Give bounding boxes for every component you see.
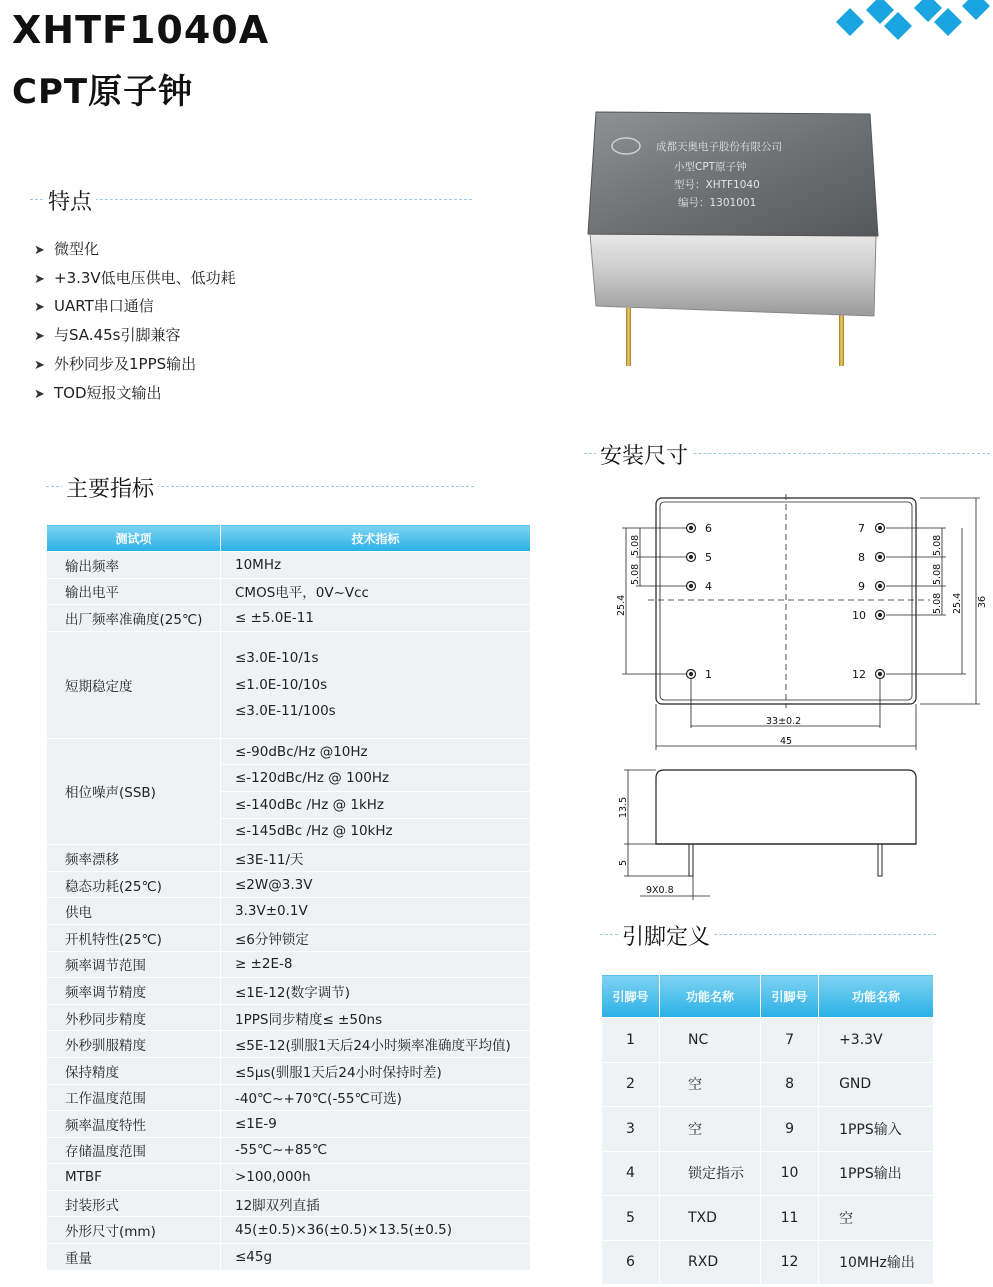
- dimensions-heading: 安装尺寸: [596, 439, 692, 470]
- pin-label: 10: [852, 609, 866, 622]
- pin-label: 5: [705, 551, 712, 564]
- dim-label: 45: [780, 736, 793, 747]
- pin-label: 6: [705, 522, 712, 535]
- dim-label: 25.4: [952, 592, 963, 614]
- table-row: 存储温度范围 -55℃~+85℃: [47, 1137, 531, 1164]
- pin-header: 引脚号: [602, 975, 660, 1018]
- arrow-icon: ➤: [34, 357, 45, 373]
- table-row: 短期稳定度 ≤3.0E-10/1s ≤1.0E-10/10s ≤3.0E-11/100s: [47, 631, 531, 738]
- table-row: 供电 3.3V±0.1V: [47, 898, 531, 925]
- specs-heading: 主要指标: [62, 472, 158, 503]
- table-row: 1 NC 7 +3.3V: [602, 1018, 934, 1063]
- pin-label: 7: [858, 522, 865, 535]
- table-row: 2 空 8 GND: [602, 1062, 934, 1107]
- table-row: 4 锁定指示 10 1PPS输出: [602, 1151, 934, 1196]
- dim-label: 5: [618, 859, 629, 866]
- dim-label: 9X0.8: [646, 885, 674, 896]
- photo-line-name: 小型CPT原子钟: [674, 161, 747, 173]
- table-row: 出厂频率准确度(25℃) ≤ ±5.0E-11: [47, 605, 531, 632]
- table-row: ≤-145dBc /Hz @ 10kHz: [47, 818, 531, 845]
- table-row: 外秒驯服精度 ≤5E-12(驯服1天后24小时频率准确度平均值): [47, 1031, 531, 1058]
- pin-label: 4: [705, 580, 712, 593]
- arrow-icon: ➤: [34, 386, 45, 402]
- pin-header: 引脚号: [761, 975, 819, 1018]
- features-list: [34, 236, 236, 408]
- features-divider: [30, 199, 472, 200]
- features-heading: 特点: [44, 185, 96, 216]
- dim-label: 36: [977, 595, 988, 608]
- dim-label: 5.08: [932, 592, 943, 614]
- spec-table: [46, 524, 531, 1271]
- dim-label: 5.08: [630, 563, 641, 585]
- arrow-icon: ➤: [34, 271, 45, 287]
- feature-item: ➤ 外秒同步及1PPS输出: [34, 351, 236, 380]
- table-row: ≤-140dBc /Hz @ 1kHz: [47, 791, 531, 818]
- dim-label: 13.5: [618, 796, 629, 818]
- product-photo: [582, 108, 884, 370]
- feature-item: ➤ TOD短报文输出: [34, 380, 236, 409]
- dim-label: 5.08: [932, 563, 943, 585]
- dimension-drawing: [600, 488, 992, 908]
- table-row: 频率漂移 ≤3E-11/天: [47, 845, 531, 872]
- table-row: 外秒同步精度 1PPS同步精度≤ ±50ns: [47, 1004, 531, 1031]
- table-row: 开机特性(25℃) ≤6分钟锁定: [47, 924, 531, 951]
- table-row: 重量 ≤45g: [47, 1244, 531, 1271]
- table-row: 频率温度特性 ≤1E-9: [47, 1111, 531, 1138]
- table-row: 频率调节范围 ≥ ±2E-8: [47, 951, 531, 978]
- feature-item: ➤ UART串口通信: [34, 293, 236, 322]
- table-row: 输出电平 CMOS电平，0V~Vcc: [47, 578, 531, 605]
- feature-item: ➤ 微型化: [34, 236, 236, 265]
- dim-label: 25.4: [616, 594, 627, 616]
- model-title: XHTF1040A: [12, 8, 270, 52]
- table-row: 封装形式 12脚双列直插: [47, 1190, 531, 1217]
- table-row: 相位噪声(SSB) ≤-90dBc/Hz @10Hz: [47, 738, 531, 765]
- feature-item: ➤ 与SA.45s引脚兼容: [34, 322, 236, 351]
- photo-line-serial: 编号：1301001: [678, 197, 757, 209]
- table-row: 频率调节精度 ≤1E-12(数字调节): [47, 978, 531, 1005]
- table-row: ≤-120dBc/Hz @ 100Hz: [47, 765, 531, 792]
- pin-table: [601, 974, 934, 1285]
- table-row: 稳态功耗(25℃) ≤2W@3.3V: [47, 871, 531, 898]
- arrow-icon: ➤: [34, 300, 45, 316]
- table-row: MTBF >100,000h: [47, 1164, 531, 1191]
- table-row: 保持精度 ≤5μs(驯服1天后24小时保持时差): [47, 1057, 531, 1084]
- photo-line-model: 型号：XHTF1040: [674, 179, 760, 191]
- pin-label: 1: [705, 668, 712, 681]
- table-row: 5 TXD 11 空: [602, 1196, 934, 1241]
- dim-label: 5.08: [932, 534, 943, 556]
- pins-heading: 引脚定义: [618, 920, 714, 951]
- pin-label: 12: [852, 668, 866, 681]
- table-row: 输出频率 10MHz: [47, 552, 531, 579]
- table-row: 外形尺寸(mm) 45(±0.5)×36(±0.5)×13.5(±0.5): [47, 1217, 531, 1244]
- arrow-icon: ➤: [34, 329, 45, 345]
- pin-label: 9: [858, 580, 865, 593]
- pin-header: 功能名称: [660, 975, 761, 1018]
- dim-label: 33±0.2: [766, 716, 802, 727]
- table-row: 3 空 9 1PPS输入: [602, 1107, 934, 1152]
- spec-header-item: 测试项: [47, 525, 221, 552]
- arrow-icon: ➤: [34, 243, 45, 258]
- dim-label: 5.08: [630, 534, 641, 556]
- table-row: 6 RXD 12 10MHz输出: [602, 1240, 934, 1285]
- photo-line-company: 成都天奥电子股份有限公司: [656, 141, 782, 153]
- brand-logo-icon: [836, 0, 993, 40]
- table-row: 工作温度范围 -40℃~+70℃(-55℃可选): [47, 1084, 531, 1111]
- pin-label: 8: [858, 551, 865, 564]
- pin-header: 功能名称: [819, 975, 934, 1018]
- feature-item: ➤ +3.3V低电压供电、低功耗: [34, 265, 236, 294]
- spec-header-value: 技术指标: [221, 525, 531, 552]
- product-title: CPT原子钟: [12, 72, 194, 112]
